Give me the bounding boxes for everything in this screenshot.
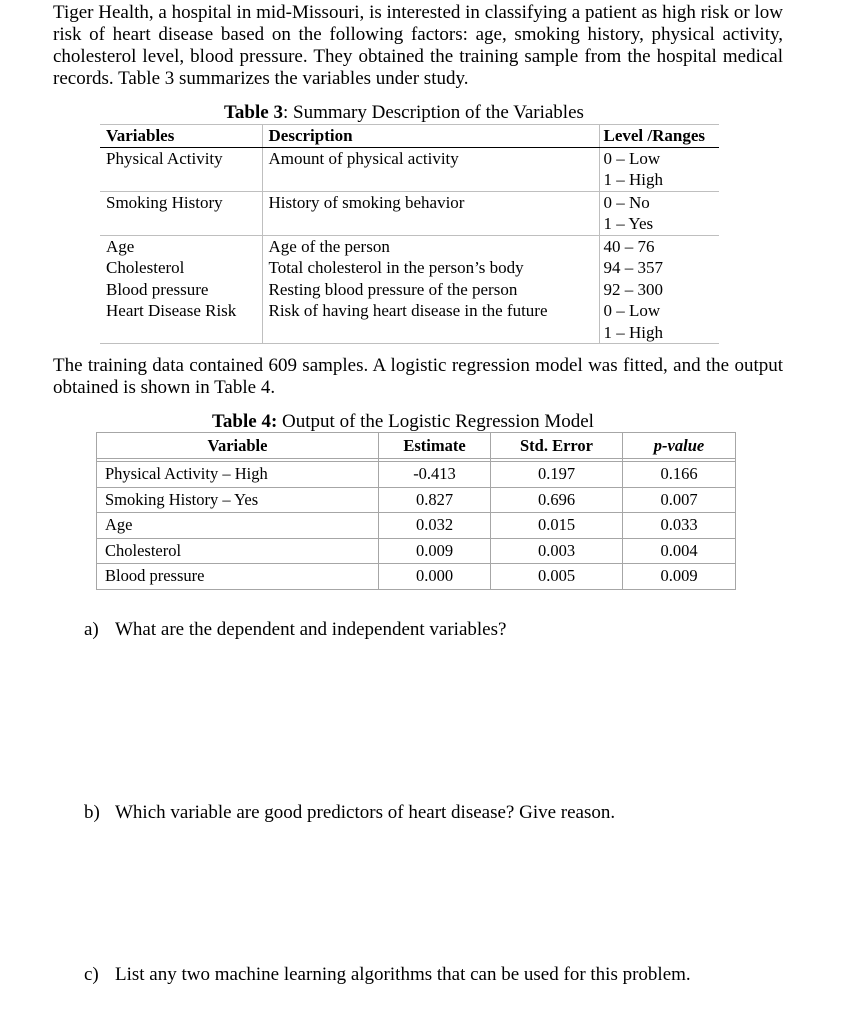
table4-caption — [212, 411, 594, 433]
question-a-label: a) — [84, 619, 99, 640]
table-row — [100, 257, 719, 279]
question-c-label: c) — [84, 964, 99, 985]
table-row — [97, 513, 736, 539]
table3-caption — [224, 102, 584, 124]
table4-header-p-value — [623, 433, 736, 459]
level-line: 0 – No — [603, 192, 650, 212]
question-b-label: b) — [84, 802, 100, 823]
table4-variable: Smoking History – Yes — [97, 487, 379, 513]
level-line: 1 – High — [603, 170, 663, 189]
table-row — [97, 462, 736, 488]
table3-level: 94 – 357 — [599, 257, 719, 279]
table-row — [100, 147, 719, 191]
table3-header-row — [100, 125, 719, 148]
level-line: 1 – Yes — [603, 214, 654, 233]
table3-variable: Physical Activity — [100, 147, 262, 191]
table4-p-value: 0.004 — [623, 538, 736, 564]
table3-level — [599, 300, 719, 344]
table4-variable: Cholesterol — [97, 538, 379, 564]
table3-header-description: Description — [262, 125, 599, 148]
table4-variable: Blood pressure — [97, 564, 379, 590]
question-c — [84, 964, 691, 986]
table3-header-variables: Variables — [100, 125, 262, 148]
table-row — [100, 191, 719, 235]
table4-header-row — [97, 433, 736, 459]
table3-variable: Blood pressure — [106, 279, 209, 299]
table4-caption-text: Output of the Logistic Regression Model — [277, 411, 594, 432]
table3-description: Risk of having heart disease in the future — [262, 300, 599, 344]
table4-caption-label: Table 4: — [212, 411, 278, 432]
level-line: 0 – Low — [603, 301, 661, 320]
training-paragraph: The training data contained 609 samples. A logistic regression model was fitted, and the output obtained is shown in Table 4. — [53, 355, 783, 398]
table4-header-std-error: Std. Error — [491, 433, 623, 459]
table4-p-value: 0.033 — [623, 513, 736, 539]
p-value-label: p-value — [653, 435, 705, 455]
table3-variable: Smoking History — [100, 191, 262, 235]
question-a-text: What are the dependent and independent variables? — [115, 619, 507, 640]
table3-summary-variables — [100, 124, 719, 344]
table3-description: Amount of physical activity — [262, 147, 599, 191]
table-row — [100, 279, 719, 301]
table3-caption-text: : Summary Description of the Variables — [282, 102, 584, 123]
table4-estimate: 0.000 — [379, 564, 491, 590]
table3-header-level: Level /Ranges — [599, 125, 719, 148]
table4-estimate: -0.413 — [379, 462, 491, 488]
question-a — [84, 619, 506, 641]
level-line: 1 – High — [603, 322, 663, 342]
table3-level: 40 – 76 — [599, 235, 719, 257]
table3-variable: Cholesterol — [106, 258, 185, 277]
table3-variable: Heart Disease Risk — [106, 301, 237, 320]
table4-logistic-regression-output — [96, 432, 736, 590]
table4-std-error: 0.696 — [491, 487, 623, 513]
table3-caption-label: Table 3 — [224, 102, 283, 123]
table3-description: Age of the person — [262, 235, 599, 257]
table-row — [100, 300, 719, 344]
table3-description: Resting blood pressure of the person — [262, 279, 599, 301]
table4-p-value: 0.009 — [623, 564, 736, 590]
table-row — [97, 564, 736, 590]
question-b — [84, 802, 615, 824]
level-line: 0 – Low — [603, 148, 661, 168]
table3-variable: Age — [100, 235, 262, 257]
table4-variable: Physical Activity – High — [97, 462, 379, 488]
table4-estimate: 0.009 — [379, 538, 491, 564]
table4-estimate: 0.827 — [379, 487, 491, 513]
table3-description: Total cholesterol in the person’s body — [262, 257, 599, 279]
table4-std-error: 0.015 — [491, 513, 623, 539]
intro-paragraph: Tiger Health, a hospital in mid-Missouri, is interested in classifying a patient as high risk or low risk of heart disease based on the following factors: age, smoking history, physical activity, cholesterol level, blood pressure. They obtained the training sample from the hospital medical records. Table 3 summarizes the variables under study. — [53, 2, 783, 89]
question-c-text: List any two machine learning algorithms that can be used for this problem. — [115, 964, 691, 985]
table3-level — [599, 147, 719, 191]
table4-header-variable: Variable — [97, 433, 379, 459]
table4-p-value: 0.007 — [623, 487, 736, 513]
question-b-text: Which variable are good predictors of heart disease? Give reason. — [115, 802, 616, 823]
table4-header-estimate: Estimate — [379, 433, 491, 459]
table-row — [97, 487, 736, 513]
table3-description: History of smoking behavior — [262, 191, 599, 235]
table4-estimate: 0.032 — [379, 513, 491, 539]
table4-std-error: 0.005 — [491, 564, 623, 590]
table4-variable: Age — [97, 513, 379, 539]
table-row — [97, 538, 736, 564]
table4-p-value: 0.166 — [623, 462, 736, 488]
table3-level: 92 – 300 — [599, 279, 719, 301]
table4-std-error: 0.197 — [491, 462, 623, 488]
table3-level — [599, 191, 719, 235]
table4-std-error: 0.003 — [491, 538, 623, 564]
table-row — [100, 235, 719, 257]
